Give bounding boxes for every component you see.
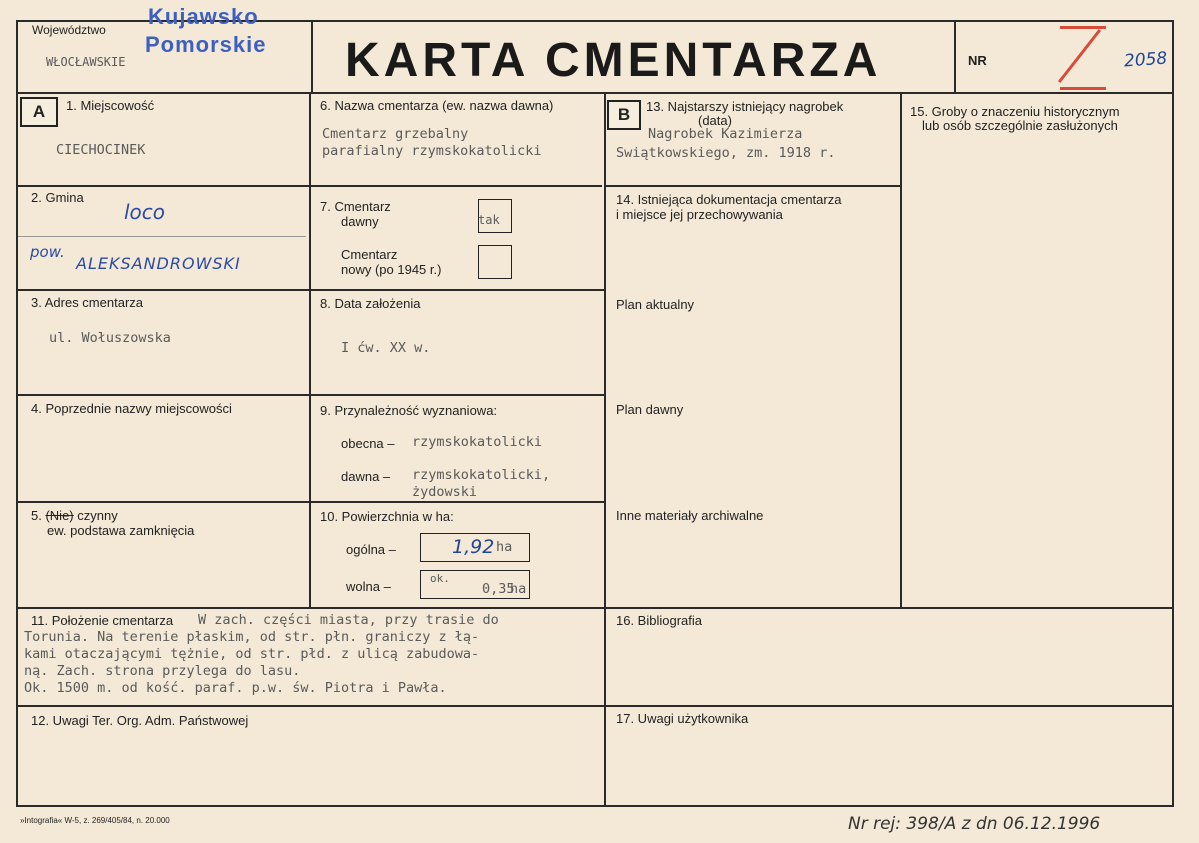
field7-label-a2: dawny — [341, 214, 379, 229]
nr-value: 2058 — [1123, 48, 1168, 72]
field15-label2: lub osób szczególnie zasłużonych — [922, 118, 1118, 133]
field2-value: loco — [124, 200, 166, 224]
field9-label: 9. Przynależność wyznaniowa: — [320, 403, 498, 418]
field8-value: I ćw. XX w. — [341, 340, 431, 356]
field17-label: 17. Uwagi użytkownika — [616, 711, 749, 726]
field11-line3: kami otaczającymi tężnie, od str. płd. z ulicą zabudowa- — [24, 646, 480, 662]
field7-value-a: tak — [478, 213, 500, 227]
divider — [16, 501, 606, 503]
field7-label-b2: nowy (po 1945 r.) — [341, 262, 442, 277]
field13-label2: (data) — [698, 113, 732, 128]
field7-label-b1: Cmentarz — [341, 247, 398, 262]
page-title: KARTA CMENTARZA — [345, 34, 882, 87]
field1-label: 1. Miejscowość — [66, 98, 155, 113]
field9-former-value1: rzymskokatolicki, — [412, 467, 551, 483]
archives-label: Inne materiały archiwalne — [616, 508, 764, 523]
field1-value: CIECHOCINEK — [56, 142, 146, 158]
divider — [309, 92, 311, 608]
field15-label1: 15. Groby o znaczeniu historycznym — [910, 104, 1120, 119]
voivodeship-label: Województwo — [32, 23, 106, 37]
field10-label: 10. Powierzchnia w ha: — [320, 509, 454, 524]
divider — [16, 236, 306, 237]
field7-label-a1: 7. Cmentarz — [320, 199, 391, 214]
plan-former-label: Plan dawny — [616, 402, 684, 417]
field6-value-line1: Cmentarz grzebalny — [322, 126, 469, 142]
divider — [16, 92, 1174, 94]
field4-label: 4. Poprzednie nazwy miejscowości — [31, 401, 232, 416]
field2-pow-value: ALEKSANDROWSKI — [76, 254, 241, 273]
divider — [900, 92, 902, 608]
field14-label2: i miejsce jej przechowywania — [616, 207, 783, 222]
field10-total-value: 1,92 — [452, 536, 495, 558]
field10-total-unit: ha — [496, 539, 513, 555]
plan-current-label: Plan aktualny — [616, 297, 695, 312]
divider — [16, 394, 606, 396]
divider — [604, 92, 606, 806]
field6-value-line2: parafialny rzymskokatolicki — [322, 143, 542, 159]
printer-note: »Intografia« W-5, z. 269/405/84, n. 20.000 — [20, 816, 170, 825]
field3-value: ul. Wołuszowska — [49, 330, 171, 346]
z-stamp-letter — [1060, 29, 1061, 30]
voivodeship-value: WŁOCŁAWSKIE — [46, 55, 126, 69]
field8-label: 8. Data założenia — [320, 296, 421, 311]
field11-label: 11. Położenie cmentarza — [31, 613, 174, 628]
divider — [606, 185, 900, 187]
field10-total-label: ogólna – — [346, 542, 396, 557]
field9-former-label: dawna – — [341, 469, 391, 484]
section-b-letter: B — [607, 100, 641, 130]
divider — [16, 607, 1174, 609]
divider — [1172, 20, 1174, 807]
field10-free-label: wolna – — [346, 579, 391, 594]
field2-label: 2. Gmina — [31, 190, 84, 205]
field10-free-value: 0,35 — [482, 581, 515, 597]
divider — [16, 705, 1174, 707]
field10-free-unit: ha — [510, 581, 527, 597]
field5-label-struck: (Nie) — [45, 508, 74, 523]
field16-label: 16. Bibliografia — [616, 613, 702, 628]
field14-label1: 14. Istniejąca dokumentacja cmentarza — [616, 192, 842, 207]
field11-line5: Ok. 1500 m. od kość. paraf. p.w. św. Piotra i Pawła. — [24, 680, 447, 696]
registry-note: Nr rej: 398/A z dn 06.12.1996 — [848, 814, 1101, 834]
field6-label: 6. Nazwa cmentarza (ew. nazwa dawna) — [320, 98, 554, 113]
divider — [311, 20, 313, 93]
new-cemetery-checkbox[interactable] — [478, 245, 512, 279]
field10-free-prefix: ok. — [430, 572, 450, 585]
section-a-letter: A — [20, 97, 58, 127]
field9-former-value2: żydowski — [412, 484, 478, 500]
field9-current-label: obecna – — [341, 436, 395, 451]
field11-line4: ną. Zach. strona przylega do lasu. — [24, 663, 301, 679]
voivodeship-stamp-line2: Pomorskie — [145, 32, 267, 57]
field12-label: 12. Uwagi Ter. Org. Adm. Państwowej — [31, 713, 249, 728]
field9-current-value: rzymskokatolicki — [412, 434, 543, 450]
field3-label: 3. Adres cmentarza — [31, 295, 143, 310]
field5-label2: ew. podstawa zamknięcia — [47, 523, 195, 538]
field5-label-rest: czynny — [73, 508, 118, 523]
field11-line1: W zach. części miasta, przy trasie do — [198, 612, 499, 628]
divider — [16, 805, 1174, 807]
divider — [16, 20, 18, 807]
divider — [16, 289, 606, 291]
divider — [954, 20, 956, 93]
nr-label: NR — [968, 53, 987, 68]
field13-value-line1: Nagrobek Kazimierza — [648, 126, 803, 142]
field13-label1: 13. Najstarszy istniejący nagrobek — [646, 99, 844, 114]
field2-pow-label: pow. — [30, 243, 65, 261]
field5-label: 5. (Nie) czynny — [31, 508, 118, 523]
voivodeship-stamp-line1: Kujawsko — [148, 4, 259, 29]
z-stamp — [1060, 26, 1106, 90]
field13-value-line2: Swiątkowskiego, zm. 1918 r. — [616, 145, 836, 161]
field11-line2: Torunia. Na terenie płaskim, od str. płn. graniczy z łą- — [24, 629, 480, 645]
